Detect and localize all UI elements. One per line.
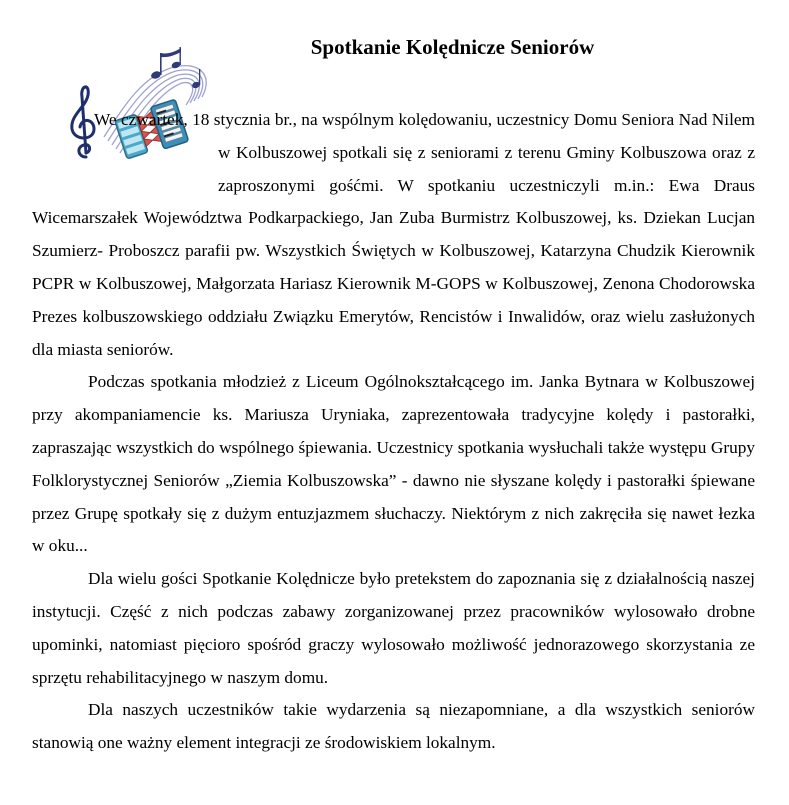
article-body	[32, 104, 755, 760]
page-title: Spotkanie Kolędnicze Seniorów	[310, 35, 595, 59]
paragraph: Podczas spotkania młodzież z Liceum Ogólnokształcącego im. Janka Bytnara w Kolbuszowej przy akompaniamencie ks. Mariusza Uryniaka, zaprezentowała tradycyjne kolędy i pastorałki, zapraszając wszystkich do wspólnego śpiewania. Uczestnicy spotkania wysłuchali także występu Grupy Folklorystycznej Seniorów „Ziemia Kolbuszowska” - dawno nie słyszane kolędy i pastorałki śpiewane przez Grupę spotkały się z dużym entuzjazmem słuchaczy. Niektórym z nich zakręciła się nawet łezka w oku...	[32, 372, 755, 556]
paragraph: Dla wielu gości Spotkanie Kolędnicze było pretekstem do zapoznania się z działalnością naszej instytucji. Część z nich podczas zabawy zorganizowanej przez pracowników wylosowało drobne upominki, natomiast pięcioro spośród graczy wylosowało możliwość jednorazowego skorzystania ze sprzętu rehabilitacyjnego w naszym domu.	[32, 569, 755, 687]
paragraph: We czwartek, 18 stycznia br., na wspólnym kolędowaniu, uczestnicy Domu Seniora Nad Nilem w Kolbuszowej spotkali się z seniorami z terenu Gminy Kolbuszowa oraz z zaproszonymi gośćmi. W spotkaniu uczestniczyli m.in.: Ewa Draus Wicemarszałek Województwa Podkarpackiego, Jan Zuba Burmistrz Kolbuszowej, ks. Dziekan Lucjan Szumierz- Proboszcz parafii pw. Wszystkich Świętych w Kolbuszowej, Katarzyna Chudzik Kierownik PCPR w Kolbuszowej, Małgorzata Hariasz Kierownik M-GOPS w Kolbuszowej, Zenona Chodorowska Prezes kolbuszowskiego oddziału Związku Emerytów, Rencistów i Inwalidów, oraz wielu zasłużonych dla miasta seniorów.	[32, 110, 755, 359]
paragraph: Dla naszych uczestników takie wydarzenia są niezapomniane, a dla wszystkich seniorów stanowią one ważny element integracji ze środowiskiem lokalnym.	[32, 700, 755, 753]
